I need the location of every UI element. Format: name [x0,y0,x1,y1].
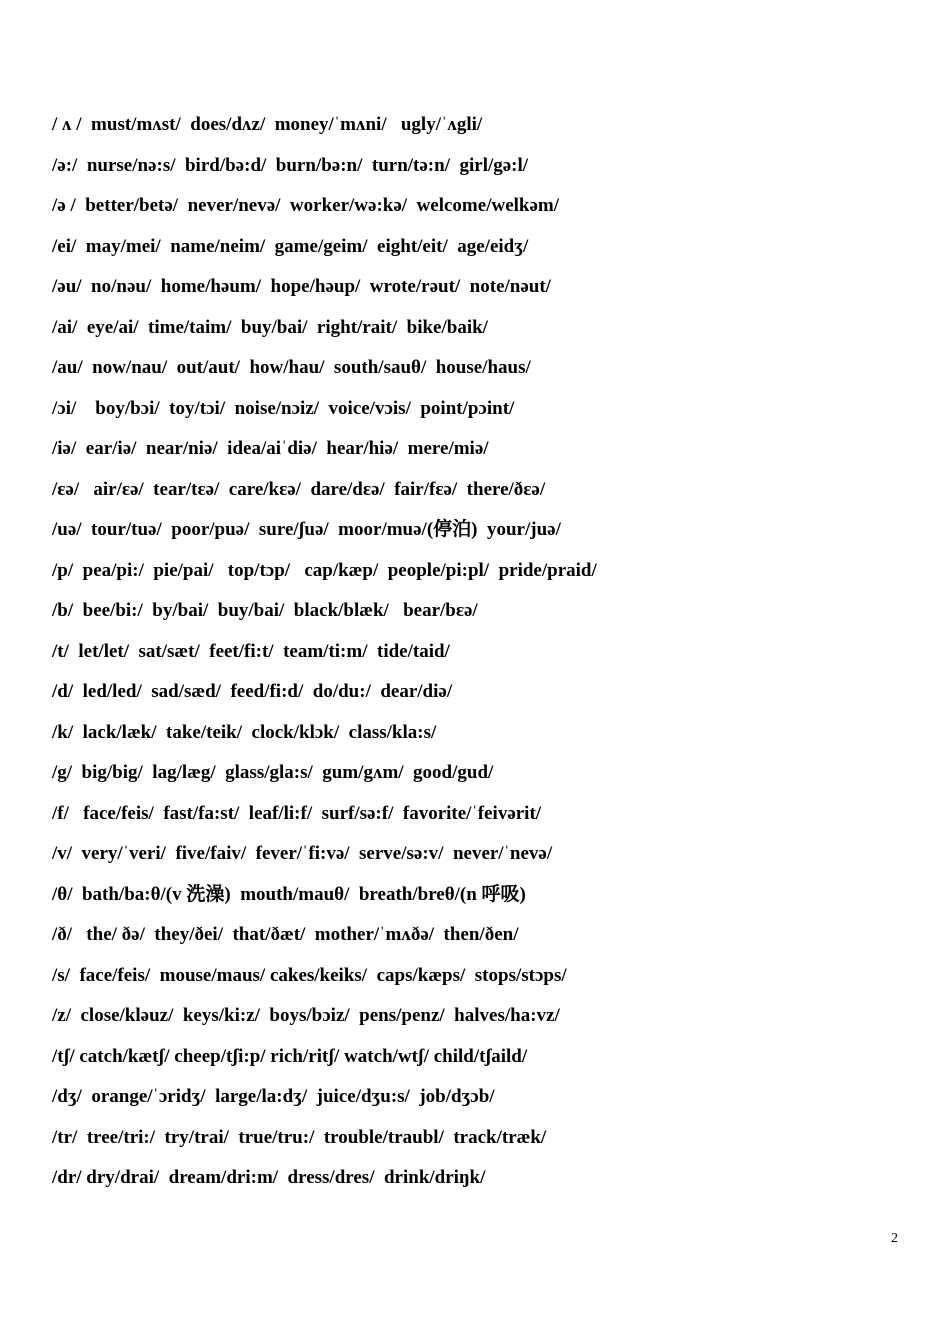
phoneme-line: /ɔi/ boy/bɔi/ toy/tɔi/ noise/nɔiz/ voice/vɔis/ point/pɔint/ [52,397,515,419]
phoneme-line: /θ/ bath/ba:θ/(v 洗澡) mouth/mauθ/ breath/breθ/(n 呼吸) [52,883,526,905]
phoneme-line: /uə/ tour/tuə/ poor/puə/ sure/ʃuə/ moor/muə/(停泊) your/juə/ [52,519,561,540]
phoneme-line: /g/ big/big/ lag/læg/ glass/gla:s/ gum/gʌm/ good/gud/ [52,762,494,783]
phoneme-line: /k/ lack/læk/ take/teik/ clock/klɔk/ class/kla:s/ [52,721,437,743]
phoneme-line: /tr/ tree/tri:/ try/trai/ true/tru:/ trouble/traubl/ track/træk/ [52,1126,547,1148]
phoneme-line: /s/ face/feis/ mouse/maus/ cakes/keiks/ caps/kæps/ stops/stɔps/ [52,964,567,986]
phoneme-line: /əu/ no/nəu/ home/həum/ hope/həup/ wrote/rəut/ note/nəut/ [52,276,551,297]
phoneme-line: /au/ now/nau/ out/aut/ how/hau/ south/sauθ/ house/haus/ [52,357,531,378]
phoneme-line: /ə / better/betə/ never/nevə/ worker/wə:kə/ welcome/welkəm/ [52,195,560,216]
phoneme-line: /dʒ/ orange/ˈɔridʒ/ large/la:dʒ/ juice/dʒu:s/ job/dʒɔb/ [52,1086,495,1107]
phoneme-line: /z/ close/kləuz/ keys/ki:z/ boys/bɔiz/ pens/penz/ halves/ha:vz/ [52,1005,560,1026]
page-number: 2 [891,1231,898,1246]
phoneme-line: /t/ let/let/ sat/sæt/ feet/fi:t/ team/ti:m/ tide/taid/ [52,640,450,662]
phoneme-line: /d/ led/led/ sad/sæd/ feed/fi:d/ do/du:/ dear/diə/ [52,681,453,702]
phoneme-line: /tʃ/ catch/kætʃ/ cheep/tʃi:p/ rich/ritʃ/ watch/wtʃ/ child/tʃaild/ [52,1045,528,1067]
phoneme-line: / ʌ / must/mʌst/ does/dʌz/ money/ˈmʌni/ ugly/ˈʌgli/ [52,114,483,135]
phoneme-line: /f/ face/feis/ fast/fa:st/ leaf/li:f/ surf/sə:f/ favorite/ˈfeivərit/ [52,802,542,824]
phoneme-line: /ei/ may/mei/ name/neim/ game/geim/ eight/eit/ age/eidʒ/ [52,235,529,257]
phoneme-line: /p/ pea/pi:/ pie/pai/ top/tɔp/ cap/kæp/ people/pi:pl/ pride/praid/ [52,559,597,581]
phoneme-line: /ə:/ nurse/nə:s/ bird/bə:d/ burn/bə:n/ turn/tə:n/ girl/gə:l/ [52,154,529,176]
phoneme-line: /ai/ eye/ai/ time/taim/ buy/bai/ right/rait/ bike/baik/ [52,316,488,338]
phoneme-line: /b/ bee/bi:/ by/bai/ buy/bai/ black/blæk/ bear/bɛə/ [52,600,478,621]
phoneme-line: /iə/ ear/iə/ near/niə/ idea/aiˈdiə/ hear/hiə/ mere/miə/ [52,438,489,459]
phoneme-line: /dr/ dry/drai/ dream/dri:m/ dress/dres/ drink/driŋk/ [52,1167,486,1188]
phoneme-line: /v/ very/ˈveri/ five/faiv/ fever/ˈfi:və/ serve/sə:v/ never/ˈnevə/ [52,843,553,864]
phoneme-line: /ɛə/ air/ɛə/ tear/tɛə/ care/kɛə/ dare/dɛə/ fair/fɛə/ there/ðɛə/ [52,478,546,500]
phoneme-line: /ð/ the/ ðə/ they/ðei/ that/ðæt/ mother/ˈmʌðə/ then/ðen/ [52,924,519,945]
phonetics-list [52,112,912,1206]
